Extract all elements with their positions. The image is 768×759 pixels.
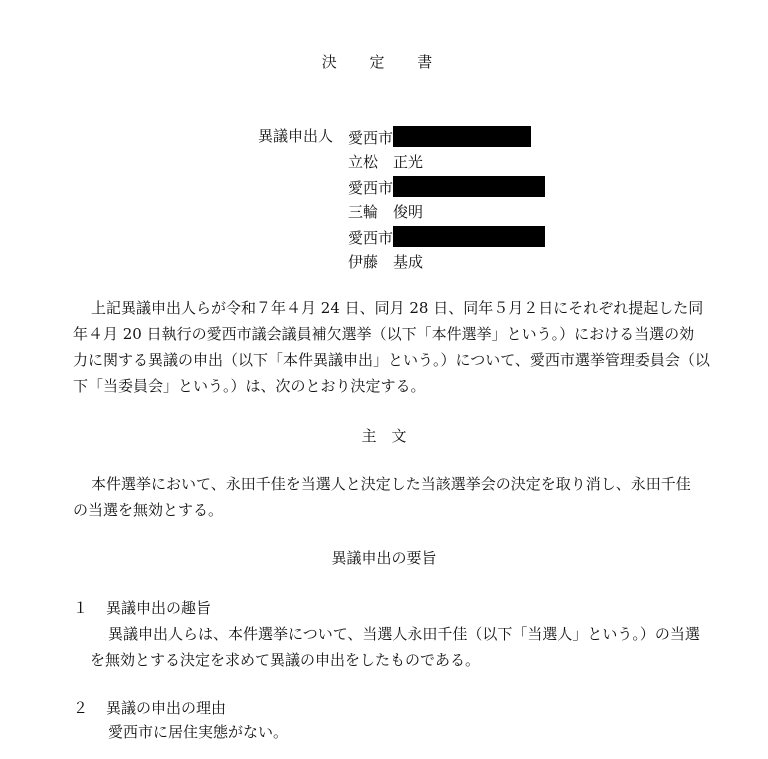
section-1-number: １ bbox=[73, 599, 89, 617]
section-1-title: 異議申出の趣旨 bbox=[106, 599, 212, 617]
section-2-number: ２ bbox=[73, 699, 89, 717]
intro-line-1: 上記異議申出人らが令和７年４月 24 日、同月 28 日、同年５月２日にそれぞれ提起した同 bbox=[91, 299, 704, 317]
applicant-city-1: 愛西市 bbox=[348, 129, 394, 147]
applicant-name-2: 三輪 俊明 bbox=[348, 203, 424, 221]
section-2-title: 異議の申出の理由 bbox=[106, 699, 227, 717]
redaction-block bbox=[393, 226, 545, 247]
intro-line-4: 下「当委員会」という。）は、次のとおり決定する。 bbox=[73, 377, 426, 395]
applicant-address-1 bbox=[348, 126, 531, 148]
applicant-address-3 bbox=[348, 226, 545, 248]
intro-line-2: 年４月 20 日執行の愛西市議会議員補欠選挙（以下「本件選挙」という。）における当選の効 bbox=[73, 325, 695, 343]
redaction-block bbox=[393, 126, 531, 147]
applicant-name-1: 立松 正光 bbox=[348, 153, 424, 171]
redaction-block bbox=[393, 176, 545, 197]
summary-heading: 異議申出の要旨 bbox=[331, 549, 437, 567]
section-1-heading bbox=[73, 598, 211, 618]
section-1-body-line-2: を無効とする決定を求めて異議の申出をしたものである。 bbox=[90, 651, 481, 669]
applicant-city-2: 愛西市 bbox=[348, 179, 394, 197]
main-text-line-1: 本件選挙において、永田千佳を当選人と決定した当該選挙会の決定を取り消し、永田千佳 bbox=[91, 475, 691, 493]
main-heading: 主 文 bbox=[361, 427, 407, 445]
section-2-heading bbox=[73, 698, 226, 718]
main-text-line-2: の当選を無効とする。 bbox=[73, 501, 224, 519]
document-title: 決 定 書 bbox=[321, 53, 447, 71]
applicant-label: 異議申出人 bbox=[258, 127, 334, 145]
applicant-city-3: 愛西市 bbox=[348, 229, 394, 247]
section-1-body-line-1: 異議申出人らは、本件選挙について、当選人永田千佳（以下「当選人」という。）の当選 bbox=[108, 625, 700, 643]
section-2-body-line-1: 愛西市に居住実態がない。 bbox=[108, 723, 289, 741]
intro-line-3: 力に関する異議の申出（以下「本件異議申出」という。）について、愛西市選挙管理委員会（以 bbox=[73, 351, 710, 369]
applicant-address-2 bbox=[348, 176, 545, 198]
applicant-name-3: 伊藤 基成 bbox=[348, 253, 424, 271]
